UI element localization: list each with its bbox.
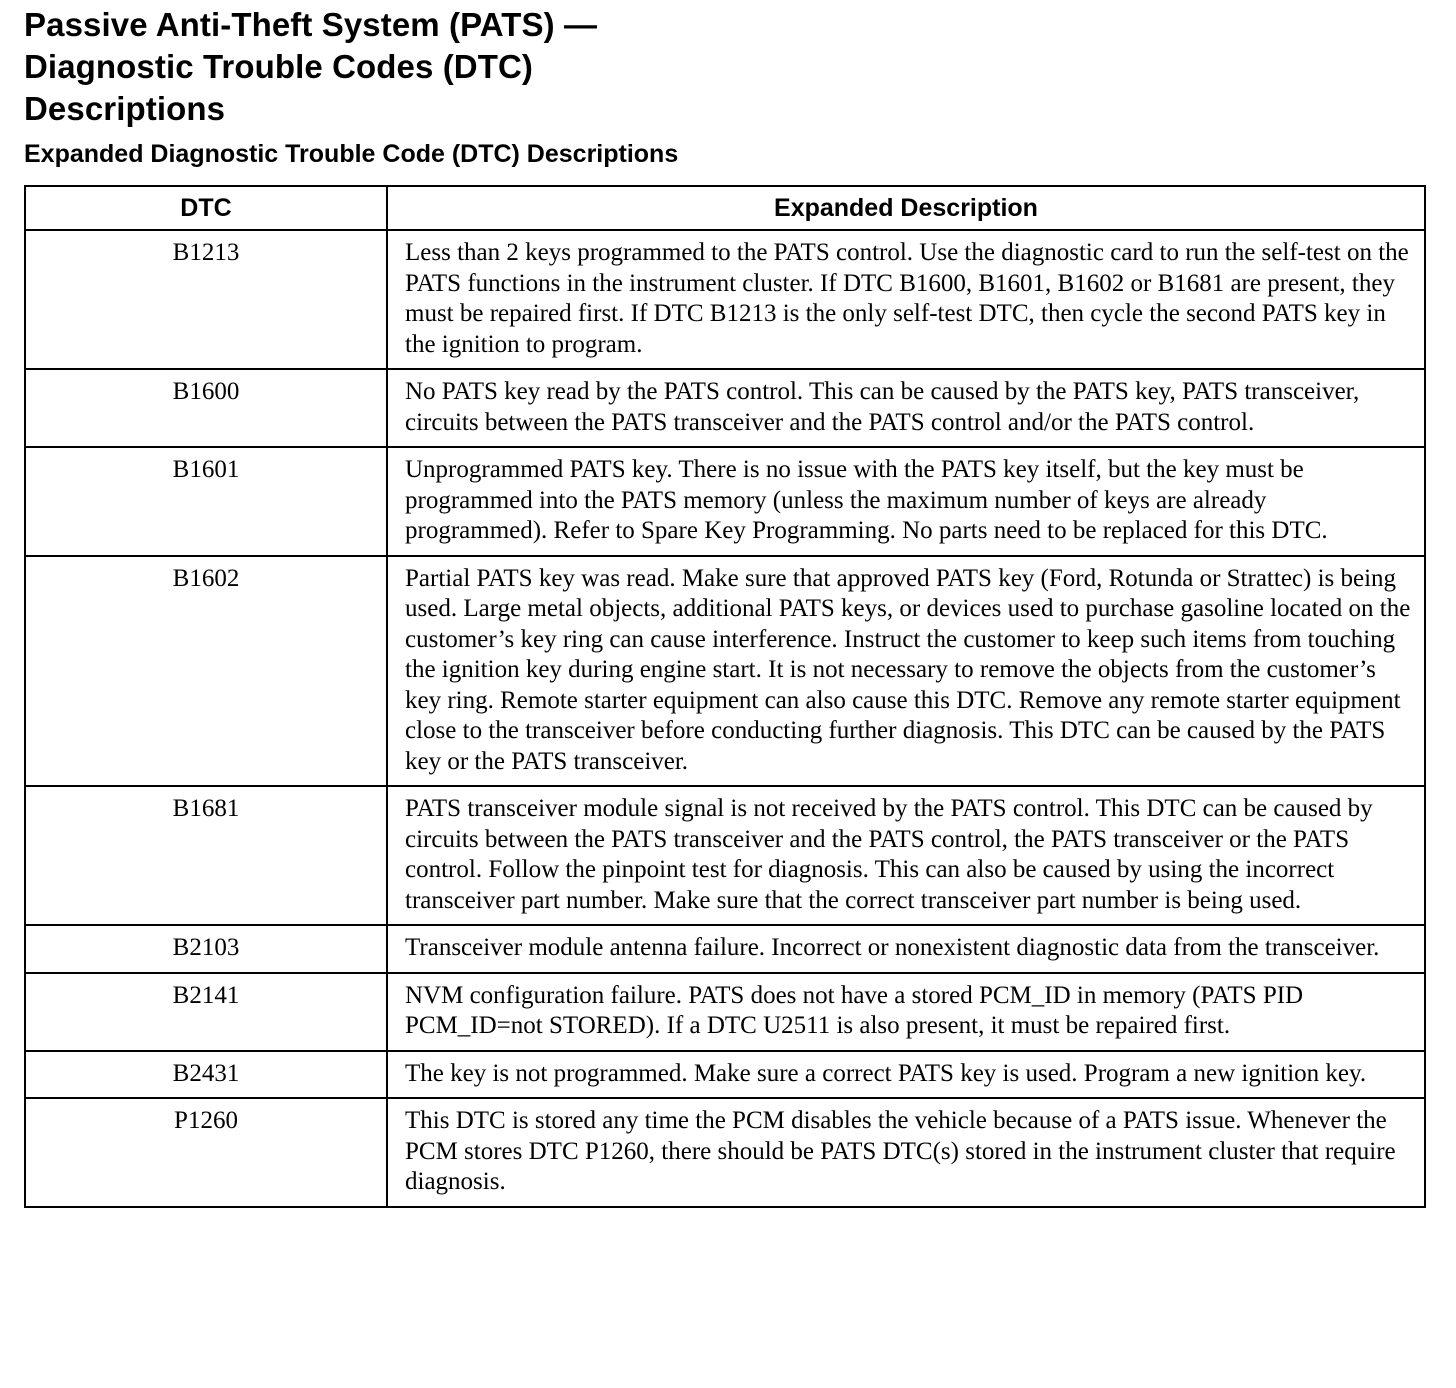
page-title-line-3: Descriptions	[24, 90, 226, 127]
dtc-description-cell: Less than 2 keys programmed to the PATS control. Use the diagnostic card to run the self-test on the PATS functions in the instrument cluster. If DTC B1600, B1601, B1602 or B1681 are present, they must be repaired first. If DTC B1213 is the only self-test DTC, then cycle the second PATS key in the ignition to program.	[387, 230, 1425, 369]
dtc-code-cell: B2431	[25, 1051, 387, 1099]
dtc-description-cell: The key is not programmed. Make sure a correct PATS key is used. Program a new ignition key.	[387, 1051, 1425, 1099]
table-row	[25, 1051, 1425, 1099]
dtc-description-cell: NVM configuration failure. PATS does not have a stored PCM_ID in memory (PATS PID PCM_ID=not STORED). If a DTC U2511 is also present, it must be repaired first.	[387, 973, 1425, 1051]
dtc-description-cell: Partial PATS key was read. Make sure that approved PATS key (Ford, Rotunda or Strattec) is being used. Large metal objects, additional PATS keys, or devices used to purchase gasoline located on the customer’s key ring can cause interference. Instruct the customer to keep such items from touching the ignition key during engine start. It is not necessary to remove the objects from the customer’s key ring. Remote starter equipment can also cause this DTC. Remove any remote starter equipment close to the transceiver before conducting further diagnosis. This DTC can be caused by the PATS key or the PATS transceiver.	[387, 556, 1425, 787]
dtc-code-cell: B1600	[25, 369, 387, 447]
table-row	[25, 1098, 1425, 1207]
dtc-description-cell: This DTC is stored any time the PCM disables the vehicle because of a PATS issue. Whenever the PCM stores DTC P1260, there should be PATS DTC(s) stored in the instrument cluster that require diagnosis.	[387, 1098, 1425, 1207]
dtc-descriptions-table	[24, 185, 1426, 1208]
column-header-description: Expanded Description	[387, 186, 1425, 230]
table-row	[25, 925, 1425, 973]
column-header-dtc: DTC	[25, 186, 387, 230]
table-row	[25, 973, 1425, 1051]
table-row	[25, 786, 1425, 925]
document-header	[24, 4, 1424, 169]
dtc-code-cell: B1681	[25, 786, 387, 925]
table-row	[25, 447, 1425, 556]
table-row	[25, 230, 1425, 369]
dtc-code-cell: B2141	[25, 973, 387, 1051]
dtc-code-cell: B2103	[25, 925, 387, 973]
page-title-line-2: Diagnostic Trouble Codes (DTC)	[24, 48, 534, 85]
page-title-line-1: Passive Anti-Theft System (PATS) —	[24, 6, 598, 43]
page-title	[24, 4, 1424, 130]
dtc-code-cell: B1602	[25, 556, 387, 787]
dtc-code-cell: B1213	[25, 230, 387, 369]
table-row	[25, 369, 1425, 447]
dtc-description-cell: Unprogrammed PATS key. There is no issue with the PATS key itself, but the key must be programmed into the PATS memory (unless the maximum number of keys are already programmed). Refer to Spare Key Programming. No parts need to be replaced for this DTC.	[387, 447, 1425, 556]
table-row	[25, 556, 1425, 787]
dtc-code-cell: B1601	[25, 447, 387, 556]
section-subtitle: Expanded Diagnostic Trouble Code (DTC) Descriptions	[24, 140, 679, 168]
dtc-description-cell: Transceiver module antenna failure. Incorrect or nonexistent diagnostic data from the transceiver.	[387, 925, 1425, 973]
dtc-description-cell: No PATS key read by the PATS control. This can be caused by the PATS key, PATS transceiver, circuits between the PATS transceiver and the PATS control and/or the PATS control.	[387, 369, 1425, 447]
table-header-row	[25, 186, 1425, 230]
dtc-code-cell: P1260	[25, 1098, 387, 1207]
dtc-description-cell: PATS transceiver module signal is not received by the PATS control. This DTC can be caused by circuits between the PATS transceiver and the PATS control, the PATS transceiver or the PATS control. Follow the pinpoint test for diagnosis. This can also be caused by using the incorrect transceiver part number. Make sure that the correct transceiver part number is being used.	[387, 786, 1425, 925]
